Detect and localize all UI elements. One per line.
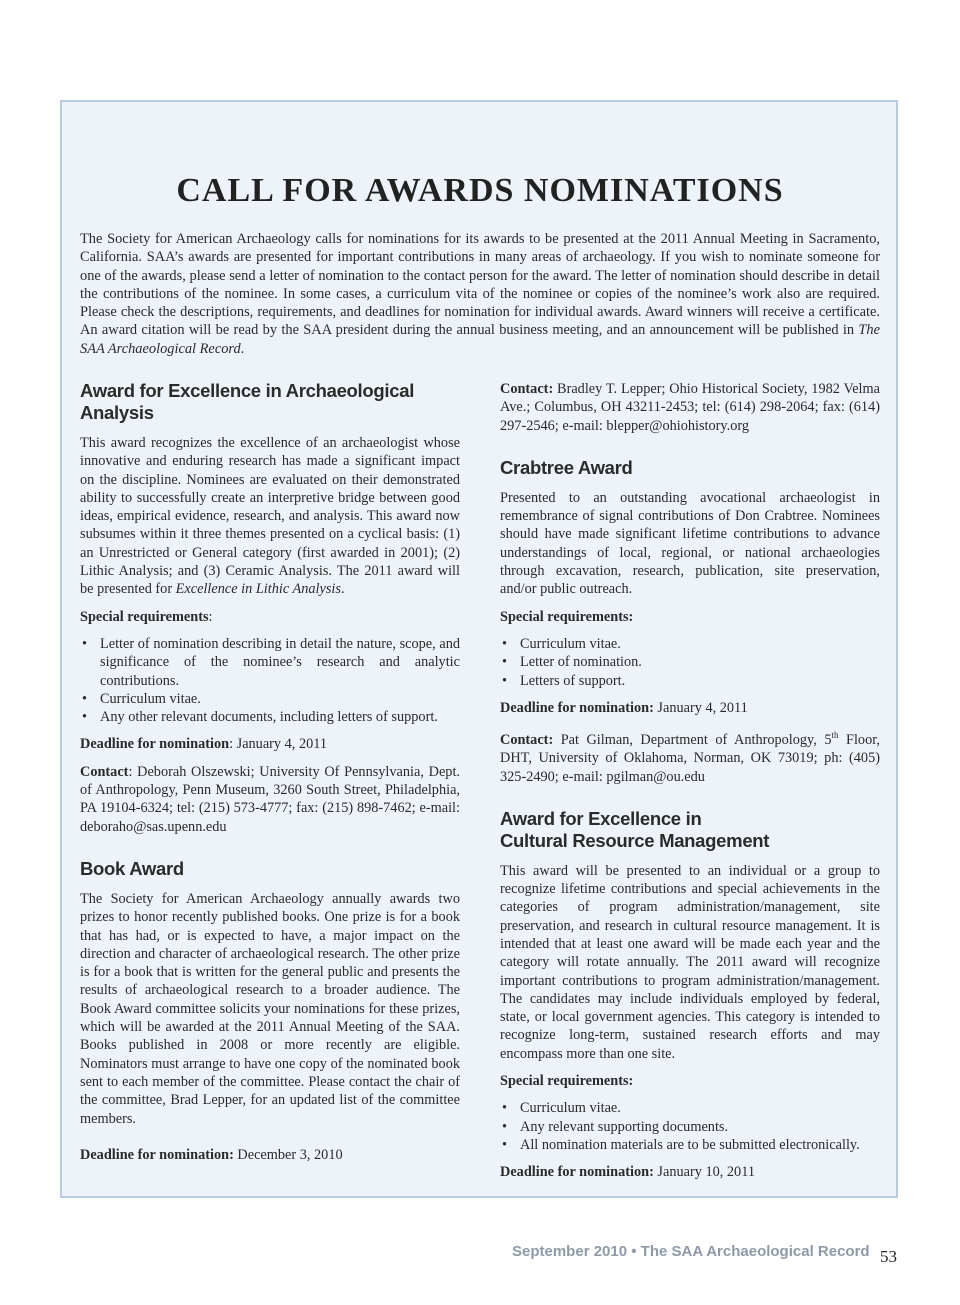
analysis-requirements-label: [80, 608, 460, 626]
list-item: • Letter of nomination.: [500, 653, 880, 671]
intro-paragraph: [80, 230, 880, 358]
list-item: • Any relevant supporting documents.: [500, 1118, 880, 1136]
intro-publication: The SAA Archaeological Record: [80, 322, 880, 357]
list-item: • Curriculum vitae.: [80, 690, 460, 708]
list-item: • Letter of nomination describing in detail the nature, scope, and significance of the nominee’s research and analytic contributions.: [80, 635, 460, 690]
crabtree-deadline: [500, 699, 880, 717]
list-item: • Any other relevant documents, including letters of support.: [80, 708, 460, 726]
crm-award-description: This award will be presented to an individual or a group to recognize lifetime contributions and special achievements in the categories of program administration/management, site preservation, and research in cultural resource management. It is intended that at least one award will be made each year and the category will rotate annually. The 2011 award will recognize important contributions to program administration/management. The candidates may include individuals employed by federal, state, or local government agencies. This category is intended to recognize long-term, sustained research efforts and may encompass more than one site.: [500, 862, 880, 1062]
crabtree-award-heading: Crabtree Award: [500, 456, 633, 478]
list-item: • Letters of support.: [500, 672, 880, 690]
crm-heading-line1: Award for Excellence in: [500, 807, 702, 829]
book-award-heading: Book Award: [80, 857, 184, 879]
right-column: [500, 380, 880, 1191]
book-deadline-label: Deadline for nomination:: [80, 1146, 234, 1163]
book-contact: [500, 380, 880, 435]
crm-deadline: [500, 1163, 880, 1181]
analysis-contact-label: Contact: [80, 763, 129, 780]
analysis-contact-value: : Deborah Olszewski; University Of Pennsylvania, Dept. of Anthropology, Penn Museum, 3260 South Street, Philadelphia, PA 19104-6324; tel: (215) 573-4777; fax: (215) 898-7462; e-mail: deboraho@sas.upenn.edu: [80, 763, 460, 835]
crabtree-requirements-list: [500, 635, 880, 690]
list-item: • All nomination materials are to be submitted electronically.: [500, 1136, 880, 1154]
crm-award-heading: [500, 808, 880, 852]
crm-heading-line2: Cultural Resource Management: [500, 829, 770, 851]
crabtree-contact-value-a: Pat Gilman, Department of Anthropology, 5: [553, 731, 832, 748]
analysis-requirements-list: [80, 635, 460, 726]
book-deadline-value: December 3, 2010: [233, 1146, 343, 1163]
crabtree-contact-value-b: Floor, DHT, University of Oklahoma, Norman, OK 73019; ph: (405) 325-2490; e-mail: pgilman@ou.edu: [500, 731, 880, 785]
crabtree-requirements-label: Special requirements:: [500, 608, 634, 625]
analysis-description-text: This award recognizes the excellence of an archaeologist whose innovative and enduring research has made a significant impact on the discipline. Nominees are evaluated on their demonstrated ability to successfully create an interpretive bridge between good ideas, empirical evidence, research, and analysis. This award now subsumes within it three themes presented on a cyclical basis: (1) an Unrestricted or General category (first awarded in 2001); (2) Lithic Analysis; and (3) Ceramic Analysis. The 2011 award will be presented for: [80, 435, 460, 598]
page-title: CALL FOR AWARDS NOMINATIONS: [176, 172, 784, 209]
analysis-award-heading: Award for Excellence in Archaeological Analysis: [80, 380, 415, 423]
analysis-award-description: [80, 434, 460, 599]
crm-requirements-label: Special requirements:: [500, 1073, 634, 1090]
book-contact-label: Contact:: [500, 381, 554, 397]
intro-text: The Society for American Archaeology calls for nominations for its awards to be presented at the 2011 Annual Meeting in Sacramento, California. SAA’s awards are presented for important contributions in many areas of archaeology. If you wish to nominate someone for one of the awards, please send a letter of nomination to the contact person for the award. The letter of nomination should describe in detail the contributions of the nominee. In some cases, a curriculum vita of the nominee or copies of the nominee’s work also are required. Please check the descriptions, requirements, and deadlines for nomination for individual awards. Award winners will receive a certificate. An award citation will be read by the SAA president during the annual business meeting, and an announcement will be published in: [80, 231, 880, 339]
analysis-deadline: [80, 735, 460, 753]
book-award-description: The Society for American Archaeology annually awards two prizes to honor recently published books. One prize is for a book that has had, or is expected to have, a major impact on the direction and character of archaeological research. The other prize is for a book that is written for the general public and presents the results of archaeological research to a broader audience. The Book Award committee solicits your nominations for these prizes, which will be awarded at the 2011 Annual Meeting of the SAA. Books published in 2008 or more recently are eligible. Nominators must arrange to have one copy of the nominated book sent to each member of the committee. Please contact the chair of the committee, Brad Lepper, for an updated list of the committee members.: [80, 890, 460, 1127]
page-number: 53: [880, 1247, 897, 1266]
analysis-description-italic: Excellence in Lithic Analysis: [175, 581, 341, 598]
crabtree-contact: [500, 726, 880, 786]
left-column: [80, 380, 460, 1173]
intro-end: .: [240, 340, 245, 357]
analysis-req-colon: :: [208, 608, 213, 625]
list-item: • Curriculum vitae.: [500, 1099, 880, 1117]
analysis-deadline-label: Deadline for nomination: [80, 736, 230, 753]
crabtree-deadline-value: January 4, 2011: [653, 699, 748, 716]
crabtree-contact-label: Contact:: [500, 731, 554, 748]
running-footer: September 2010 • The SAA Archaeological Record: [512, 1243, 870, 1260]
book-deadline: [80, 1146, 460, 1164]
crabtree-award-description: Presented to an outstanding avocational archaeologist in remembrance of signal contributions of Don Crabtree. Nominees should have made significant lifetime contributions to advance understandings of local, regional, or national archaeologies through excavation, research, publication, site preservation, and/or public outreach.: [500, 489, 880, 598]
crm-deadline-value: January 10, 2011: [653, 1164, 755, 1181]
crm-requirements-list: [500, 1099, 880, 1154]
crabtree-deadline-label: Deadline for nomination:: [500, 699, 654, 716]
analysis-deadline-value: : January 4, 2011: [229, 736, 328, 753]
analysis-req-label-text: Special requirements: [80, 608, 209, 625]
crabtree-contact-sup: th: [831, 730, 839, 741]
list-item: • Curriculum vitae.: [500, 635, 880, 653]
analysis-contact: [80, 763, 460, 836]
crm-deadline-label: Deadline for nomination:: [500, 1164, 654, 1181]
analysis-description-end: .: [340, 581, 345, 598]
book-contact-value: Bradley T. Lepper; Ohio Historical Society, 1982 Velma Ave.; Columbus, OH 43211-2453; tel: (614) 298-2064; fax: (614) 297-2546; e-mail: blepper@ohiohistory.org: [500, 381, 880, 434]
